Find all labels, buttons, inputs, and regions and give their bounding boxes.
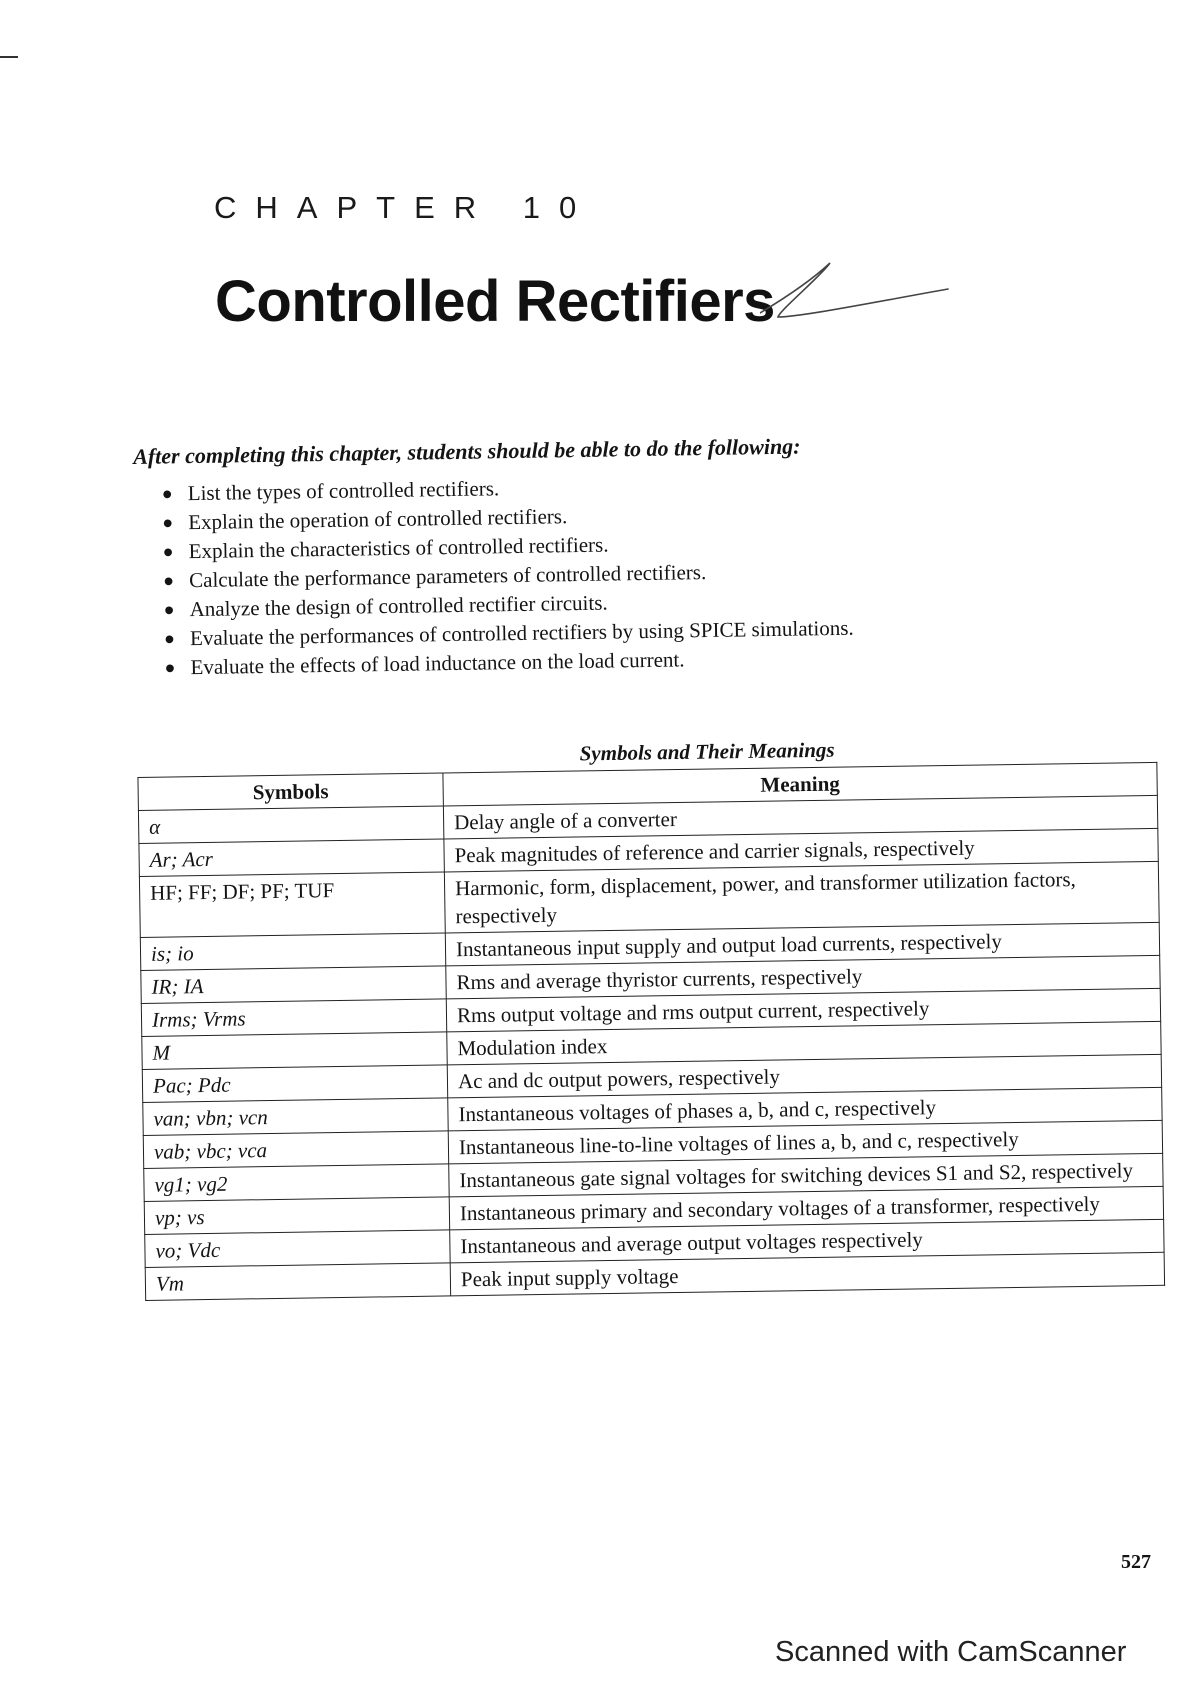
symbol-cell: vab; vbc; vca xyxy=(143,1131,448,1169)
meaning-cell: Harmonic, form, displacement, power, and transformer utilization factors, respectively xyxy=(444,861,1159,933)
symbol-cell: is; io xyxy=(140,933,445,971)
bullet-icon: ● xyxy=(162,541,174,562)
meaning-cell: Peak magnitudes of reference and carrier signals, respectively xyxy=(444,828,1158,872)
meaning-cell: Instantaneous input supply and output load currents, respectively xyxy=(445,922,1159,966)
symbol-cell: Vm xyxy=(145,1263,450,1301)
symbols-table xyxy=(137,762,1165,1301)
page-number: 527 xyxy=(1121,1551,1151,1573)
chapter-label: CHAPTER 10 xyxy=(214,190,596,225)
objective-item: ● Explain the characteristics of controlled rectifiers. xyxy=(162,524,1034,567)
objective-item: ● Analyze the design of controlled rectifier circuits. xyxy=(163,582,1035,625)
symbol-cell: Ar; Acr xyxy=(139,839,444,877)
bullet-icon: ● xyxy=(161,483,173,504)
column-header-symbols: Symbols xyxy=(138,773,443,811)
objective-item: ● List the types of controlled rectifiers. xyxy=(162,466,1034,509)
meaning-cell: Instantaneous gate signal voltages for switching devices S1 and S2, respectively xyxy=(449,1153,1163,1197)
bullet-icon: ● xyxy=(162,512,174,533)
symbol-cell: vg1; vg2 xyxy=(144,1164,449,1202)
column-header-meaning: Meaning xyxy=(443,762,1157,806)
bullet-icon: ● xyxy=(163,599,175,620)
objective-item: ● Explain the operation of controlled rectifiers. xyxy=(162,495,1034,538)
objective-item: ● Evaluate the performances of controlled rectifiers by using SPICE simulations. xyxy=(164,611,1036,654)
symbols-table-block xyxy=(137,733,1165,1301)
symbol-cell: Irms; Vrms xyxy=(141,999,446,1037)
handwritten-pen-stroke xyxy=(760,255,950,335)
scanner-watermark: Scanned with CamScanner xyxy=(775,1636,1127,1668)
meaning-cell: Rms output voltage and rms output current, respectively xyxy=(446,988,1160,1032)
bullet-icon: ● xyxy=(162,570,175,591)
symbol-cell: Pac; Pdc xyxy=(142,1065,447,1103)
meaning-cell: Delay angle of a converter xyxy=(443,795,1157,839)
bullet-icon: ● xyxy=(164,657,176,678)
meaning-cell: Peak input supply voltage xyxy=(450,1252,1164,1296)
symbol-cell: van; vbn; vcn xyxy=(143,1098,448,1136)
symbol-cell: IR; IA xyxy=(141,966,446,1004)
meaning-cell: Rms and average thyristor currents, respectively xyxy=(446,955,1160,999)
meaning-cell: Ac and dc output powers, respectively xyxy=(447,1054,1161,1098)
scan-edge-mark xyxy=(0,56,18,58)
meaning-cell: Instantaneous primary and secondary voltages of a transformer, respectively xyxy=(449,1186,1163,1230)
meaning-cell: Instantaneous line-to-line voltages of lines a, b, and c, respectively xyxy=(448,1120,1162,1164)
learning-objectives xyxy=(133,430,1037,683)
symbol-cell: α xyxy=(138,806,443,844)
symbol-cell: M xyxy=(142,1032,447,1070)
symbol-cell: vp; vs xyxy=(144,1197,449,1235)
symbol-cell: HF; FF; DF; PF; TUF xyxy=(139,872,445,938)
meaning-cell: Instantaneous and average output voltages respectively xyxy=(450,1219,1164,1263)
objectives-list xyxy=(134,466,1037,683)
objective-item: ● Calculate the performance parameters of controlled rectifiers. xyxy=(163,553,1035,596)
table-caption: Symbols and Their Meanings xyxy=(579,737,835,766)
objectives-intro: After completing this chapter, students should be able to do the following: xyxy=(133,433,801,469)
meaning-cell: Instantaneous voltages of phases a, b, and c, respectively xyxy=(448,1087,1162,1131)
objective-item: ● Evaluate the effects of load inductance on the load current. xyxy=(164,640,1036,683)
symbol-cell: vo; Vdc xyxy=(145,1230,450,1268)
meaning-cell: Modulation index xyxy=(447,1021,1161,1065)
bullet-icon: ● xyxy=(163,628,176,649)
chapter-title: Controlled Rectifiers xyxy=(215,269,775,334)
